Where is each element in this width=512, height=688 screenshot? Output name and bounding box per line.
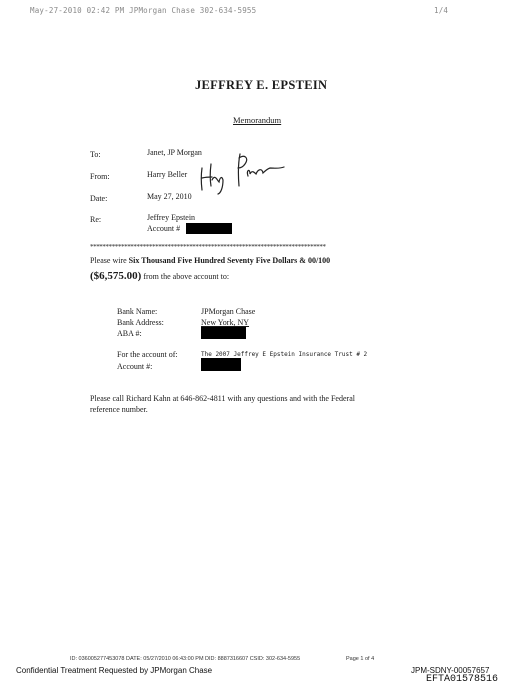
re-value-account-label: Account # bbox=[147, 224, 181, 233]
bank-name-value: JPMorgan Chase bbox=[201, 307, 256, 316]
to-label: To: bbox=[90, 150, 101, 159]
date-value: May 27, 2010 bbox=[147, 192, 192, 201]
signature bbox=[196, 150, 296, 196]
for-account-label: For the account of: bbox=[117, 350, 178, 359]
bates-number-jpm: JPM-SDNY-00057657 bbox=[411, 666, 490, 675]
wire-instruction-line2 bbox=[90, 270, 229, 282]
date-label: Date: bbox=[90, 194, 108, 203]
redaction-box bbox=[186, 223, 232, 234]
fax-page-number: Page 1 of 4 bbox=[346, 656, 375, 662]
to-value: Janet, JP Morgan bbox=[147, 148, 202, 157]
redaction-box bbox=[201, 358, 241, 371]
aba-label: ABA #: bbox=[117, 329, 142, 338]
confidential-notice: Confidential Treatment Requested by JPMorgan Chase bbox=[16, 666, 213, 675]
bank-address-value: New York, NY bbox=[201, 318, 250, 327]
beneficiary-account-label: Account #: bbox=[117, 362, 153, 371]
amount-figure: ($6,575.00) bbox=[90, 270, 142, 282]
amount-in-words: Six Thousand Five Hundred Seventy Five Dollars & 00/100 bbox=[128, 256, 331, 265]
re-value-name: Jeffrey Epstein bbox=[147, 213, 196, 222]
bank-name-label: Bank Name: bbox=[117, 307, 158, 316]
memo-title: Memorandum bbox=[233, 115, 282, 125]
instruction-prefix: Please wire bbox=[90, 256, 129, 265]
closing-line1: Please call Richard Kahn at 646-862-4811 with any questions and with the Federal bbox=[90, 394, 355, 403]
from-value: Harry Beller bbox=[147, 170, 188, 179]
fax-page-count: 1/4 bbox=[434, 6, 449, 15]
separator-line: **************************************************************************** bbox=[90, 243, 326, 251]
closing-line2: reference number. bbox=[90, 405, 148, 414]
fax-transmission-id: ID: 036005277453078 DATE: 05/27/2010 06:43:00 PM DID: 8887316607 CSID: 302-634-5955 bbox=[70, 656, 301, 662]
letterhead-name: JEFFREY E. EPSTEIN bbox=[195, 78, 328, 92]
re-label: Re: bbox=[90, 215, 102, 224]
redaction-box bbox=[201, 327, 246, 339]
from-label: From: bbox=[90, 172, 110, 181]
fax-header-left: May-27-2010 02:42 PM JPMorgan Chase 302-634-5955 bbox=[30, 6, 257, 15]
bates-number-efta: EFTA01578516 bbox=[426, 674, 499, 685]
instruction-suffix: from the above account to: bbox=[141, 272, 230, 281]
bank-address-label: Bank Address: bbox=[117, 318, 164, 327]
wire-instruction-line1 bbox=[90, 256, 330, 265]
for-account-value: The 2007 Jeffrey E Epstein Insurance Trust # 2 bbox=[201, 351, 368, 358]
